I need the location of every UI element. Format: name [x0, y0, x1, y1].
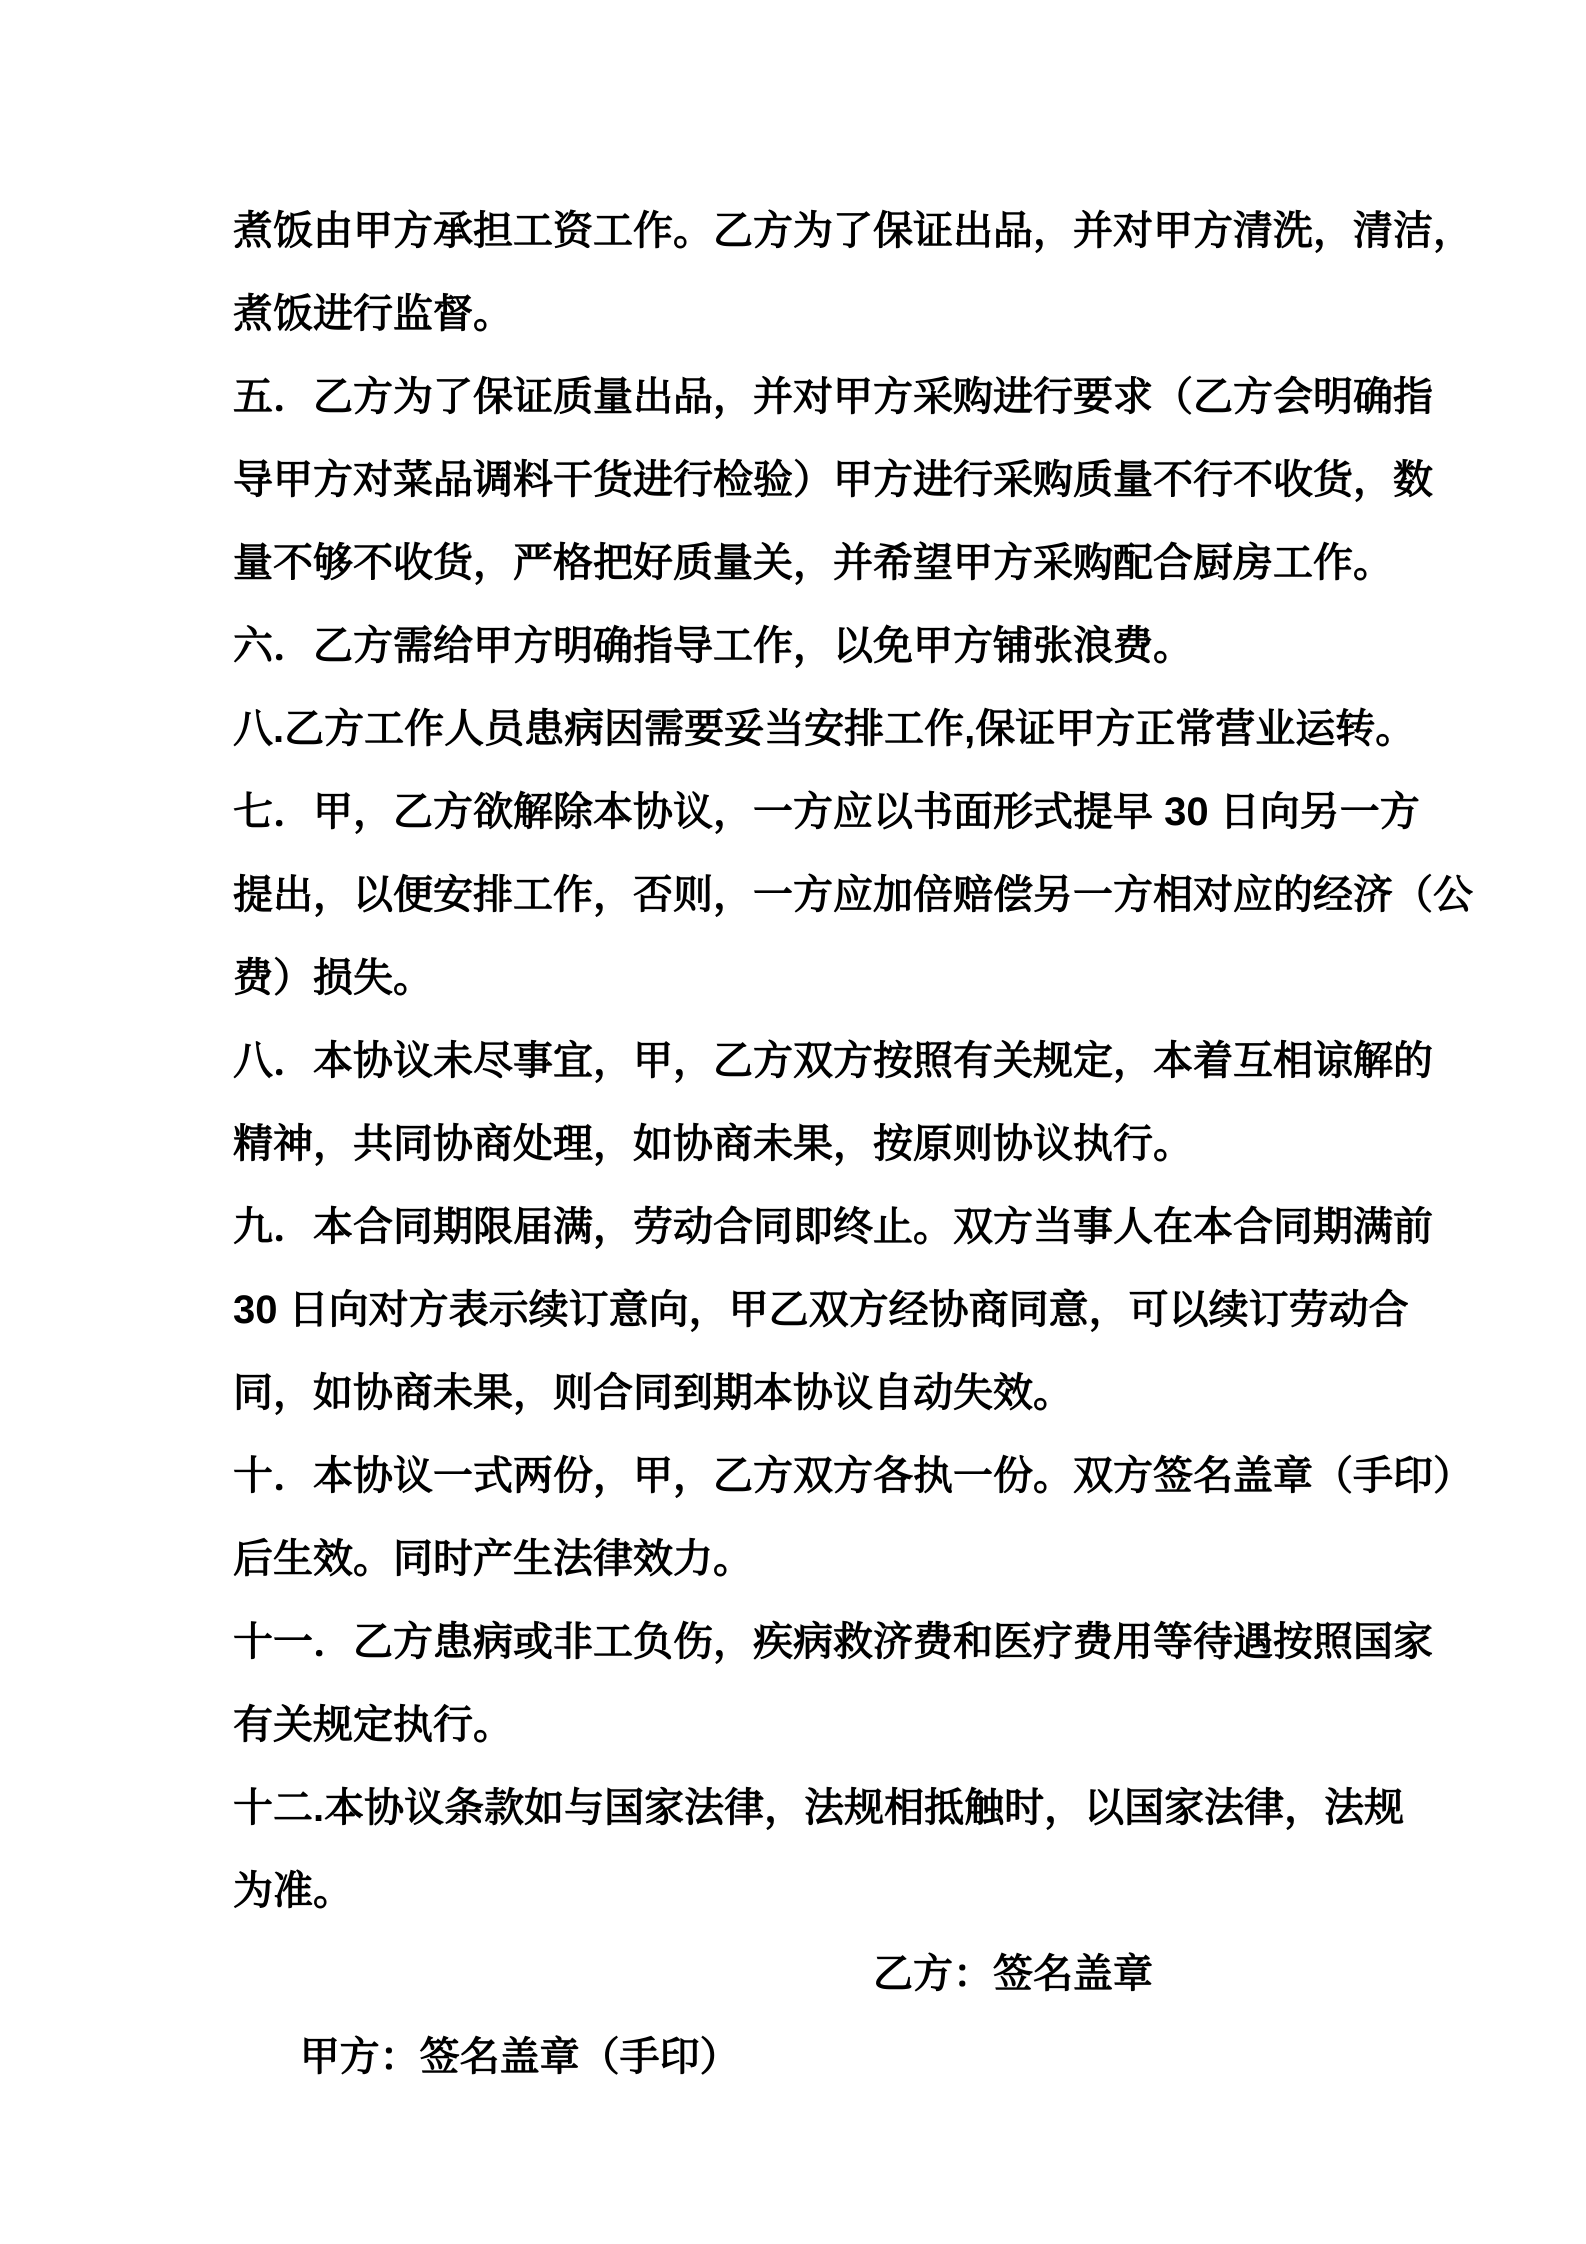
text-line: 煮饭进行监督。	[233, 292, 513, 336]
text-line: 五．乙方为了保证质量出品，并对甲方采购进行要求（乙方会明确指	[233, 375, 1433, 419]
text-line: 同，如协商未果，则合同到期本协议自动失效。	[233, 1371, 1073, 1415]
text-line: 后生效。同时产生法律效力。	[233, 1537, 753, 1581]
text-line: 十二.本协议条款如与国家法律，法规相抵触时，以国家法律，法规	[233, 1786, 1405, 1830]
contract-body	[233, 190, 1473, 1933]
text-line: 30 日向对方表示续订意向，甲乙双方经协商同意，可以续订劳动合	[233, 1288, 1409, 1332]
text-line: 导甲方对菜品调料干货进行检验）甲方进行采购质量不行不收货，数	[233, 458, 1433, 502]
text-line: 九．本合同期限届满，劳动合同即终止。双方当事人在本合同期满前	[233, 1205, 1433, 1249]
text-line: 量不够不收货，严格把好质量关，并希望甲方采购配合厨房工作。	[233, 541, 1393, 585]
text-line: 十一．乙方患病或非工负伤，疾病救济费和医疗费用等待遇按照国家	[233, 1620, 1433, 1664]
text-line: 提出，以便安排工作，否则，一方应加倍赔偿另一方相对应的经济（公	[233, 873, 1473, 917]
text-line: 煮饭由甲方承担工资工作。乙方为了保证出品，并对甲方清洗，清洁，	[233, 209, 1473, 253]
text-line: 为准。	[233, 1869, 353, 1913]
contract-content	[233, 190, 1473, 2079]
text-line: 八.乙方工作人员患病因需要妥当安排工作,保证甲方正常营业运转。	[233, 707, 1416, 751]
party-b-signature-label: 乙方：签名盖章	[873, 1952, 1153, 1996]
party-a-signature-label: 甲方：签名盖章（手印）	[299, 2035, 740, 2079]
text-line: 有关规定执行。	[233, 1703, 513, 1747]
text-line: 六．乙方需给甲方明确指导工作，以免甲方铺张浪费。	[233, 624, 1193, 668]
text-line: 十．本协议一式两份，甲，乙方双方各执一份。双方签名盖章（手印）	[233, 1454, 1473, 1498]
signature-row	[233, 1933, 1463, 2079]
text-line: 费）损失。	[233, 956, 433, 1000]
text-line: 八．本协议未尽事宜，甲，乙方双方按照有关规定，本着互相谅解的	[233, 1039, 1433, 1083]
text-line: 七．甲，乙方欲解除本协议，一方应以书面形式提早 30 日向另一方	[233, 790, 1420, 834]
text-line: 精神，共同协商处理，如协商未果，按原则协议执行。	[233, 1122, 1193, 1166]
